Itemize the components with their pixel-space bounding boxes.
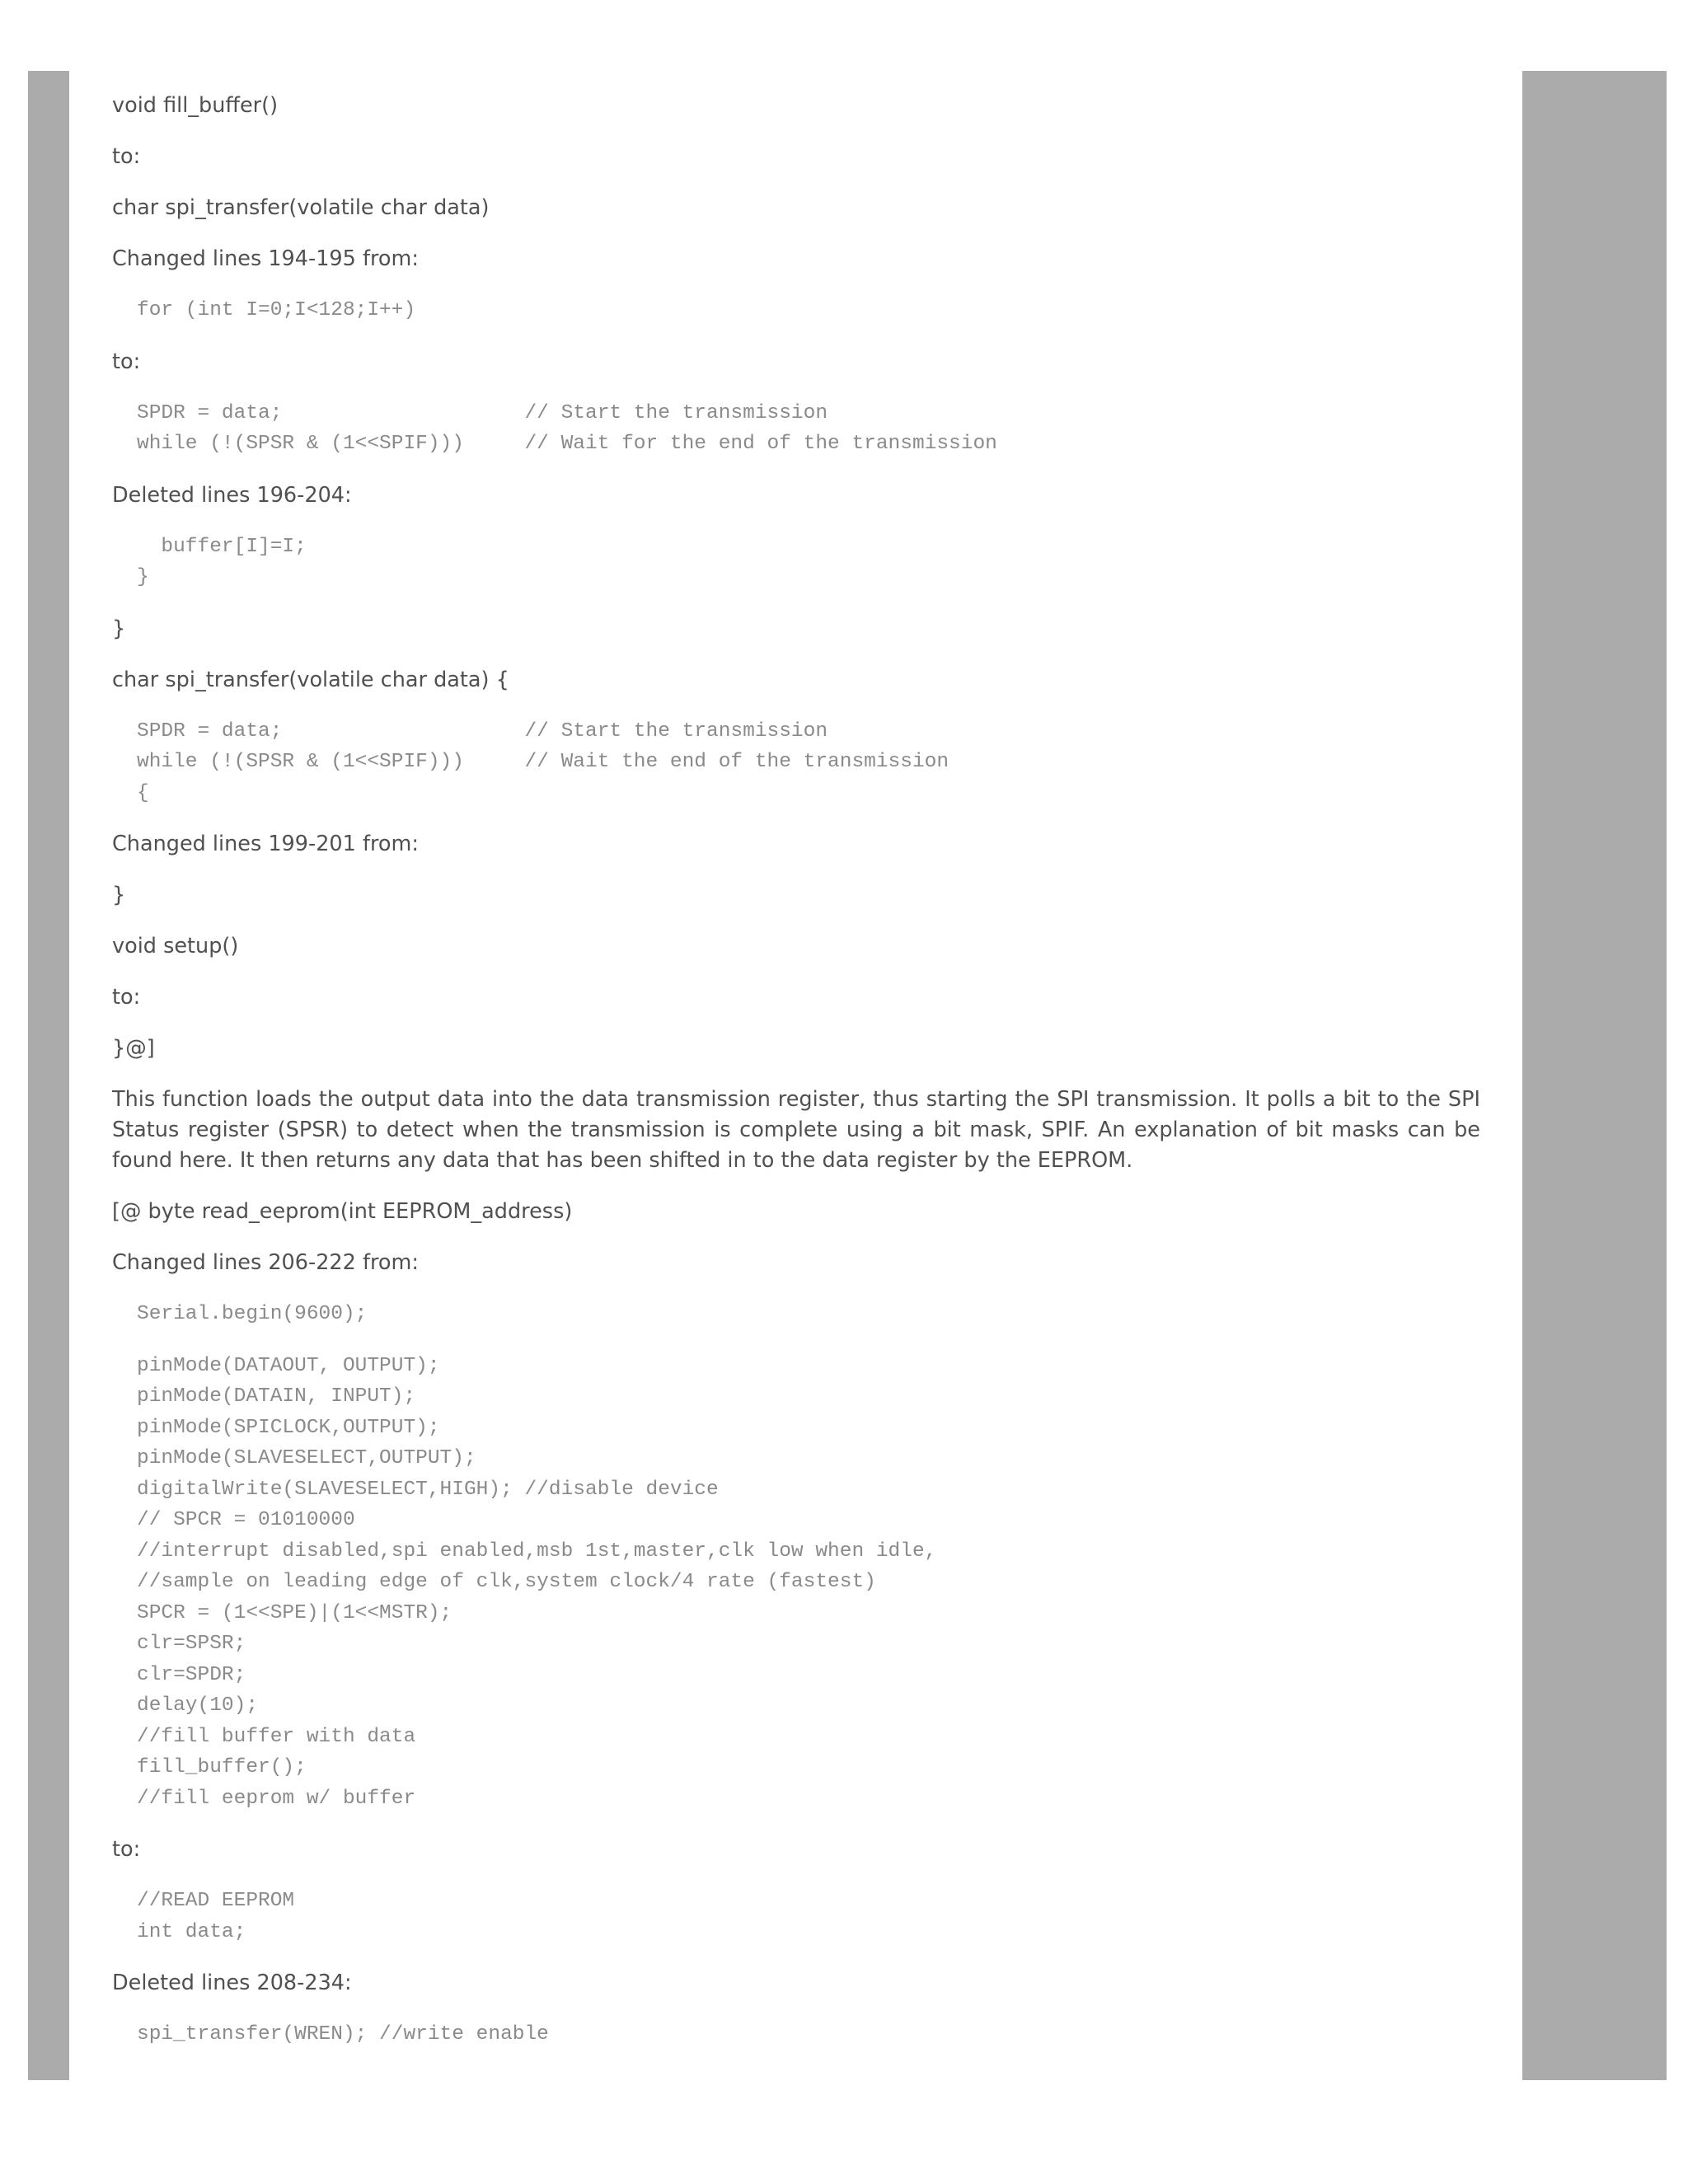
left-margin-bar	[28, 71, 69, 2080]
code-block: spi_transfer(WREN); //write enable	[137, 2023, 549, 2046]
code-block: for (int I=0;I<128;I++)	[137, 299, 416, 321]
description-paragraph: This function loads the output data into the data transmission register, thus starting the SPI transmission. It polls a bit to the SPI Status register (SPSR) to detect when the transmission is complete using a bit mask, SPIF. An explanation of bit masks can be found here. It then returns any data that has been shifted in to the data register by the EEPROM.	[112, 1087, 1488, 1173]
right-margin-bar	[1522, 71, 1667, 2080]
text-line: to:	[112, 1837, 141, 1862]
text-line: }	[112, 616, 126, 641]
code-block: buffer[I]=I; }	[137, 535, 307, 588]
code-block: //READ EEPROM int data;	[137, 1890, 295, 1943]
text-line: to:	[112, 144, 141, 169]
diff-header: Deleted lines 196-204:	[112, 482, 352, 508]
code-block: SPDR = data; // Start the transmission while (!(SPSR & (1<<SPIF))) // Wait the end of the transmission {	[137, 719, 950, 804]
text-line: char spi_transfer(volatile char data) {	[112, 667, 509, 692]
code-block: Serial.begin(9600);	[137, 1303, 368, 1325]
diff-header: Changed lines 194-195 from:	[112, 246, 419, 271]
text-line: void setup()	[112, 934, 239, 958]
text-line: }	[112, 883, 126, 907]
document-content	[112, 71, 1488, 2071]
text-line: [@ byte read_eeprom(int EEPROM_address)	[112, 1199, 573, 1224]
diff-header: Changed lines 206-222 from:	[112, 1250, 419, 1275]
text-line: char spi_transfer(volatile char data)	[112, 195, 490, 220]
diff-header: Deleted lines 208-234:	[112, 1971, 352, 1995]
diff-header: Changed lines 199-201 from:	[112, 832, 419, 856]
code-block: pinMode(DATAOUT, OUTPUT); pinMode(DATAIN, INPUT); pinMode(SPICLOCK,OUTPUT); pinMode(SLAVESELECT,OUTPUT); digitalWrite(SLAVESELECT,HIGH); //disable device // SPCR = 01010000 //interrupt disabled,spi enabled,msb 1st,master,clk low when idle, //sample on leading edge of clk,system clock/4 rate (fastest) SPCR = (1<<SPE)|(1<<MSTR); clr=SPSR; clr=SPDR; delay(10); //fill buffer with data fill_buffer(); //fill eeprom w/ buffer	[137, 1354, 937, 1810]
text-line: void fill_buffer()	[112, 93, 279, 118]
text-line: }@]	[112, 1036, 155, 1061]
document-page	[28, 71, 1667, 2080]
text-line: to:	[112, 985, 141, 1010]
text-line: to:	[112, 349, 141, 374]
code-block: SPDR = data; // Start the transmission while (!(SPSR & (1<<SPIF))) // Wait for the end of the transmission	[137, 401, 997, 455]
